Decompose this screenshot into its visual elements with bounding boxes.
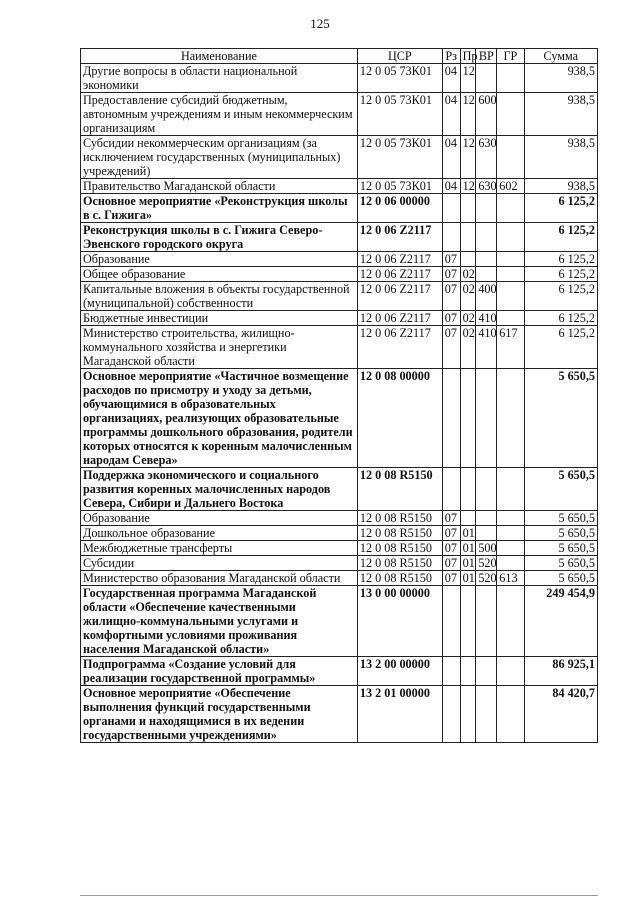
cell-vr: [476, 223, 497, 252]
cell-pr: 01: [460, 571, 476, 586]
table-row: [81, 282, 598, 311]
header-name: Наименование: [81, 49, 358, 64]
cell-vr: [476, 369, 497, 468]
cell-pr: 02: [460, 326, 476, 369]
cell-csr: 12 0 08 R5150: [357, 526, 442, 541]
cell-name: Другие вопросы в области национальной экономики: [81, 64, 358, 93]
table-row: [81, 556, 598, 571]
cell-rz: 07: [442, 326, 460, 369]
cell-csr: 12 0 08 R5150: [357, 468, 442, 511]
cell-name: Капитальные вложения в объекты государственной (муниципальной) собственности: [81, 282, 358, 311]
cell-rz: [442, 369, 460, 468]
cell-name: Субсидии некоммерческим организациям (за исключением государственных (муниципальных) учреждений): [81, 136, 358, 179]
cell-rz: 07: [442, 541, 460, 556]
cell-name: Государственная программа Магаданской области «Обеспечение качественными жилищно-коммунальными услугами и комфортными условиями проживания населения Магаданской области»: [81, 586, 358, 657]
cell-vr: [476, 657, 497, 686]
cell-vr: [476, 586, 497, 657]
footer-divider: [80, 895, 598, 896]
cell-vr: [476, 252, 497, 267]
header-gr: ГР: [497, 49, 524, 64]
cell-name: Правительство Магаданской области: [81, 179, 358, 194]
cell-gr: [497, 252, 524, 267]
cell-rz: [442, 686, 460, 743]
cell-sum: 6 125,2: [524, 326, 597, 369]
table-row: [81, 657, 598, 686]
cell-vr: [476, 267, 497, 282]
cell-sum: 6 125,2: [524, 311, 597, 326]
cell-pr: [460, 468, 476, 511]
cell-gr: 602: [497, 179, 524, 194]
cell-vr: 520: [476, 556, 497, 571]
cell-pr: [460, 194, 476, 223]
cell-gr: [497, 223, 524, 252]
cell-name: Подпрограмма «Создание условий для реализации государственной программы»: [81, 657, 358, 686]
cell-rz: [442, 586, 460, 657]
table-row: [81, 571, 598, 586]
cell-vr: [476, 468, 497, 511]
cell-vr: [476, 64, 497, 93]
table-row: [81, 369, 598, 468]
cell-vr: [476, 686, 497, 743]
cell-sum: 5 650,5: [524, 556, 597, 571]
cell-rz: 07: [442, 571, 460, 586]
table-row: [81, 64, 598, 93]
cell-sum: 938,5: [524, 136, 597, 179]
cell-sum: 249 454,9: [524, 586, 597, 657]
table-row: [81, 686, 598, 743]
table-row: [81, 326, 598, 369]
table-row: [81, 586, 598, 657]
cell-csr: 12 0 08 00000: [357, 369, 442, 468]
cell-sum: 938,5: [524, 93, 597, 136]
cell-rz: 04: [442, 93, 460, 136]
cell-csr: 13 2 00 00000: [357, 657, 442, 686]
cell-gr: [497, 93, 524, 136]
cell-csr: 12 0 06 00000: [357, 194, 442, 223]
cell-name: Поддержка экономического и социального развития коренных малочисленных народов Севера, Сибири и Дальнего Востока: [81, 468, 358, 511]
cell-vr: [476, 511, 497, 526]
cell-rz: 04: [442, 64, 460, 93]
cell-vr: 500: [476, 541, 497, 556]
cell-sum: 5 650,5: [524, 511, 597, 526]
cell-pr: [460, 686, 476, 743]
header-sum: Сумма: [524, 49, 597, 64]
cell-pr: [460, 252, 476, 267]
cell-rz: 07: [442, 511, 460, 526]
cell-name: Министерство образования Магаданской области: [81, 571, 358, 586]
cell-name: Основное мероприятие «Обеспечение выполнения функций государственными органами и находящимися в их ведении государственными учреждениями»: [81, 686, 358, 743]
cell-gr: [497, 686, 524, 743]
cell-csr: 12 0 06 Z2117: [357, 326, 442, 369]
cell-name: Предоставление субсидий бюджетным, автономным учреждениям и иным некоммерческим организациям: [81, 93, 358, 136]
cell-sum: 84 420,7: [524, 686, 597, 743]
cell-pr: 12: [460, 64, 476, 93]
cell-gr: [497, 511, 524, 526]
cell-vr: 400: [476, 282, 497, 311]
cell-rz: 07: [442, 282, 460, 311]
header-rz: Рз: [442, 49, 460, 64]
cell-rz: 07: [442, 252, 460, 267]
cell-pr: 02: [460, 282, 476, 311]
cell-pr: [460, 223, 476, 252]
cell-pr: 01: [460, 556, 476, 571]
cell-rz: [442, 468, 460, 511]
cell-rz: 07: [442, 556, 460, 571]
cell-gr: [497, 369, 524, 468]
cell-csr: 12 0 05 73К01: [357, 93, 442, 136]
cell-sum: 5 650,5: [524, 369, 597, 468]
page-number: 125: [310, 16, 330, 31]
cell-sum: 5 650,5: [524, 526, 597, 541]
header-pr: Пр: [460, 49, 476, 64]
cell-sum: 6 125,2: [524, 194, 597, 223]
cell-sum: 6 125,2: [524, 252, 597, 267]
table-row: [81, 252, 598, 267]
cell-csr: 12 0 06 Z2117: [357, 282, 442, 311]
cell-sum: 5 650,5: [524, 571, 597, 586]
cell-pr: [460, 657, 476, 686]
cell-csr: 13 0 00 00000: [357, 586, 442, 657]
cell-gr: 617: [497, 326, 524, 369]
cell-vr: 520: [476, 571, 497, 586]
cell-pr: 01: [460, 541, 476, 556]
header-vr: ВР: [476, 49, 497, 64]
cell-pr: [460, 586, 476, 657]
cell-csr: 12 0 05 73К01: [357, 64, 442, 93]
cell-rz: 04: [442, 136, 460, 179]
cell-vr: 630: [476, 179, 497, 194]
cell-name: Субсидии: [81, 556, 358, 571]
cell-gr: 613: [497, 571, 524, 586]
cell-name: Образование: [81, 511, 358, 526]
table-row: [81, 468, 598, 511]
table-row: [81, 223, 598, 252]
cell-rz: 07: [442, 311, 460, 326]
cell-csr: 12 0 06 Z2117: [357, 311, 442, 326]
cell-gr: [497, 136, 524, 179]
cell-gr: [497, 541, 524, 556]
table-row: [81, 267, 598, 282]
cell-gr: [497, 657, 524, 686]
table-row: [81, 311, 598, 326]
cell-gr: [497, 64, 524, 93]
cell-gr: [497, 556, 524, 571]
cell-vr: 410: [476, 311, 497, 326]
cell-name: Министерство строительства, жилищно-коммунального хозяйства и энергетики Магаданской области: [81, 326, 358, 369]
cell-vr: 600: [476, 93, 497, 136]
cell-vr: [476, 526, 497, 541]
cell-vr: 630: [476, 136, 497, 179]
cell-csr: 12 0 06 Z2117: [357, 252, 442, 267]
cell-name: Общее образование: [81, 267, 358, 282]
cell-pr: 12: [460, 93, 476, 136]
cell-pr: 02: [460, 311, 476, 326]
table-row: [81, 136, 598, 179]
table-header-row: [81, 49, 598, 64]
cell-gr: [497, 586, 524, 657]
cell-csr: 12 0 08 R5150: [357, 541, 442, 556]
budget-table: [80, 48, 598, 743]
cell-rz: 04: [442, 179, 460, 194]
cell-name: Бюджетные инвестиции: [81, 311, 358, 326]
cell-csr: 12 0 06 Z2117: [357, 223, 442, 252]
cell-sum: 6 125,2: [524, 282, 597, 311]
cell-pr: [460, 511, 476, 526]
cell-pr: 02: [460, 267, 476, 282]
cell-name: Основное мероприятие «Реконструкция школы в с. Гижига»: [81, 194, 358, 223]
header-csr: ЦСР: [357, 49, 442, 64]
table-body: [81, 64, 598, 743]
table-row: [81, 93, 598, 136]
cell-gr: [497, 282, 524, 311]
cell-csr: 12 0 05 73К01: [357, 179, 442, 194]
cell-name: Дошкольное образование: [81, 526, 358, 541]
cell-sum: 5 650,5: [524, 468, 597, 511]
cell-rz: 07: [442, 267, 460, 282]
table-row: [81, 541, 598, 556]
cell-pr: [460, 369, 476, 468]
cell-rz: [442, 223, 460, 252]
cell-sum: 938,5: [524, 64, 597, 93]
cell-rz: 07: [442, 526, 460, 541]
table-row: [81, 511, 598, 526]
cell-csr: 12 0 08 R5150: [357, 556, 442, 571]
cell-gr: [497, 194, 524, 223]
cell-sum: 938,5: [524, 179, 597, 194]
cell-csr: 12 0 08 R5150: [357, 571, 442, 586]
cell-name: Реконструкция школы в с. Гижига Северо-Эвенского городского округа: [81, 223, 358, 252]
cell-gr: [497, 267, 524, 282]
cell-sum: 6 125,2: [524, 223, 597, 252]
cell-pr: 12: [460, 136, 476, 179]
cell-csr: 13 2 01 00000: [357, 686, 442, 743]
cell-rz: [442, 657, 460, 686]
cell-pr: 12: [460, 179, 476, 194]
cell-vr: 410: [476, 326, 497, 369]
cell-gr: [497, 311, 524, 326]
cell-vr: [476, 194, 497, 223]
cell-sum: 86 925,1: [524, 657, 597, 686]
cell-name: Образование: [81, 252, 358, 267]
cell-csr: 12 0 05 73К01: [357, 136, 442, 179]
cell-csr: 12 0 08 R5150: [357, 511, 442, 526]
cell-sum: 5 650,5: [524, 541, 597, 556]
cell-csr: 12 0 06 Z2117: [357, 267, 442, 282]
table-row: [81, 179, 598, 194]
cell-pr: 01: [460, 526, 476, 541]
table-row: [81, 526, 598, 541]
cell-gr: [497, 468, 524, 511]
table-row: [81, 194, 598, 223]
cell-sum: 6 125,2: [524, 267, 597, 282]
cell-gr: [497, 526, 524, 541]
cell-name: Межбюджетные трансферты: [81, 541, 358, 556]
cell-rz: [442, 194, 460, 223]
cell-name: Основное мероприятие «Частичное возмещение расходов по присмотру и уходу за детьми, обучающимися в образовательных организациях, реализующих образовательные программы дошкольного образования, родители которых относятся к коренным малочисленным народам Севера»: [81, 369, 358, 468]
